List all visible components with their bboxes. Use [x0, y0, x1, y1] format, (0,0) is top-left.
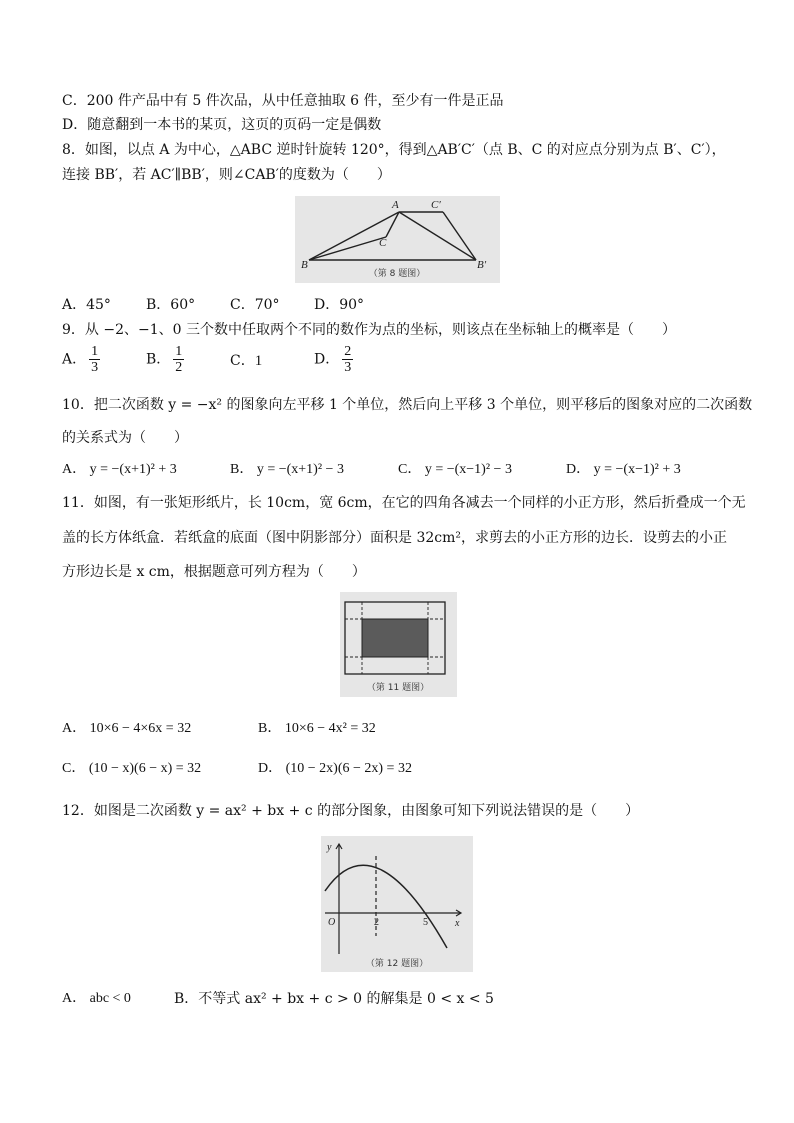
q9-stem: 9．从 −2、−1、0 三个数中任取两个不同的数作为点的坐标，则该点在坐标轴上的概率是（ ）	[62, 322, 676, 338]
q12-label-y: y	[327, 842, 332, 853]
q11-caption: （第 11 题图）	[366, 683, 430, 693]
q9-option-a-prefix: A．	[62, 351, 87, 368]
q7-option-c: C．200 件产品中有 5 件次品，从中任意抽取 6 件，至少有一件是正品	[62, 93, 504, 109]
q12-figure	[321, 836, 473, 972]
q11-shaded-base	[362, 619, 428, 657]
q11-stem-line1: 11．如图，有一张矩形纸片，长 10cm，宽 6cm，在它的四角各减去一个同样的小正方形，然后折叠成一个无	[62, 495, 746, 511]
q10-option-d: D． y = −(x−1)² + 3	[566, 462, 681, 477]
q7-option-d: D．随意翻到一本书的某页，这页的页码一定是偶数	[62, 117, 382, 133]
q12-label-two: 2	[374, 917, 379, 928]
q10-option-c: C． y = −(x−1)² − 3	[398, 462, 512, 477]
q9-option-b-den: 2	[175, 360, 183, 375]
q11-option-b: B． 10×6 − 4x² = 32	[258, 721, 376, 736]
q10-option-b: B． y = −(x+1)² − 3	[230, 462, 344, 477]
q9-option-c	[230, 352, 262, 370]
q8-label-c-prime: C′	[431, 199, 441, 211]
q8-label-c: C	[379, 237, 387, 249]
q9-option-a-fraction	[89, 344, 100, 375]
q9-option-b-fraction	[173, 344, 184, 375]
q11-figure	[340, 592, 457, 697]
q11-option-a: A． 10×6 − 4×6x = 32	[62, 721, 192, 736]
q8-stem-line2: 连接 BB′，若 AC′∥BB′，则∠CAB′的度数为（ ）	[62, 167, 391, 183]
q8-label-b-prime: B′	[477, 259, 487, 271]
q9-option-d-fraction	[342, 344, 353, 375]
q9-option-b-prefix: B．	[146, 351, 171, 368]
q8-option-d: D．90°	[314, 297, 365, 313]
q12-caption: （第 12 题图）	[365, 959, 429, 969]
q9-option-a	[62, 344, 103, 375]
q8-caption: （第 8 题图）	[368, 269, 426, 279]
q9-option-d	[314, 344, 356, 375]
q10-stem-line2: 的关系式为（ ）	[62, 430, 188, 446]
q11-option-d: D． (10 − 2x)(6 − 2x) = 32	[258, 761, 412, 776]
q9-option-b-num: 1	[175, 344, 183, 359]
q8-option-c: C．70°	[230, 297, 280, 313]
q9-option-a-den: 3	[91, 360, 99, 375]
q12-option-a: A． abc < 0	[62, 991, 131, 1006]
q9-option-d-den: 3	[344, 360, 352, 375]
q9-option-c-prefix: C．	[230, 353, 255, 369]
q9-option-d-num: 2	[344, 344, 352, 359]
q9-option-a-num: 1	[91, 344, 99, 359]
q9-option-d-prefix: D．	[314, 351, 340, 368]
q8-label-a: A	[392, 199, 399, 211]
q8-option-a: A．45°	[62, 297, 111, 313]
q8-label-b: B	[301, 259, 308, 271]
q11-option-c: C． (10 − x)(6 − x) = 32	[62, 761, 202, 776]
q12-stem: 12．如图是二次函数 y = ax² + bx + c 的部分图象，由图象可知下列说法错误的是（ ）	[62, 803, 640, 819]
q9-option-c-value: 1	[254, 353, 263, 369]
q12-label-five: 5	[423, 917, 428, 928]
q10-option-a: A． y = −(x+1)² + 3	[62, 462, 177, 477]
q8-option-b: B．60°	[146, 297, 196, 313]
q12-label-x: x	[455, 918, 460, 929]
q12-option-b: B．不等式 ax² + bx + c > 0 的解集是 0 < x < 5	[174, 991, 494, 1007]
q8-figure	[295, 196, 500, 283]
q11-stem-line3: 方形边长是 x cm，根据题意可列方程为（ ）	[62, 564, 366, 580]
q12-label-origin: O	[328, 917, 336, 928]
q9-option-b	[146, 344, 187, 375]
q8-stem-line1: 8．如图，以点 A 为中心，△ABC 逆时针旋转 120°，得到△AB′C′（点 B、C 的对应点分别为点 B′、C′），	[62, 142, 726, 158]
q10-stem-line1: 10．把二次函数 y = −x² 的图象向左平移 1 个单位，然后向上平移 3 个单位，则平移后的图象对应的二次函数	[62, 397, 753, 413]
q11-stem-line2: 盖的长方体纸盒．若纸盒的底面（图中阴影部分）面积是 32cm²，求剪去的小正方形的边长．设剪去的小正	[62, 530, 727, 546]
